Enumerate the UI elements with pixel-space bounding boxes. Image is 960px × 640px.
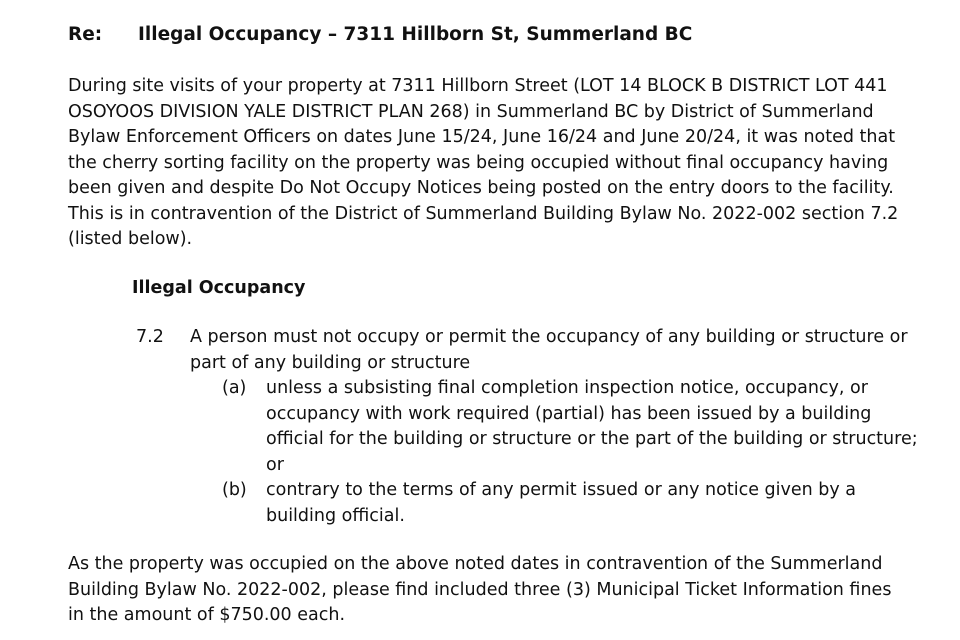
- paragraph-line: Bylaw Enforcement Officers on dates June 15/24, June 16/24 and June 20/24, it was noted that: [68, 127, 896, 147]
- section-heading: Illegal Occupancy: [132, 278, 306, 298]
- subclause-letter: (b): [222, 480, 247, 500]
- subclause-line: official for the building or structure or the part of the building or structure;: [266, 429, 918, 449]
- subject-line: [68, 22, 692, 48]
- subclause-text: [266, 376, 918, 478]
- re-label: Re:: [68, 24, 103, 45]
- subclause-line: contrary to the terms of any permit issued or any notice given by a: [266, 480, 857, 500]
- paragraph-line: (listed below).: [68, 229, 193, 249]
- subclause-line: or: [266, 454, 284, 475]
- notice-paragraph: [68, 74, 898, 253]
- paragraph-line: During site visits of your property at 7311 Hillborn Street (LOT 14 BLOCK B DISTRICT LOT 441: [68, 76, 888, 96]
- subclause-letter: (a): [222, 378, 247, 398]
- subclause-line: building official.: [266, 505, 405, 526]
- fines-paragraph: [68, 552, 891, 629]
- paragraph-line: OSOYOOS DIVISION YALE DISTRICT PLAN 268) in Summerland BC by District of Summerland: [68, 101, 874, 122]
- subject-text: Illegal Occupancy – 7311 Hillborn St, Summerland BC: [138, 24, 693, 45]
- subclause-text: [266, 478, 856, 529]
- clause-line: A person must not occupy or permit the occupancy of any building or structure or: [190, 327, 908, 347]
- paragraph-line: This is in contravention of the District of Summerland Building Bylaw No. 2022-002 section 7.2: [68, 203, 899, 224]
- clause-number: 7.2: [136, 327, 164, 347]
- clause-text: [190, 325, 908, 376]
- subclause-line: unless a subsisting final completion inspection notice, occupancy, or: [266, 378, 868, 398]
- paragraph-line: the cherry sorting facility on the property was being occupied without final occupancy having: [68, 152, 889, 173]
- clause-line: part of any building or structure: [190, 352, 471, 373]
- paragraph-line: been given and despite Do Not Occupy Notices being posted on the entry doors to the facility.: [68, 178, 894, 198]
- paragraph-line: As the property was occupied on the above noted dates in contravention of the Summerland: [68, 554, 883, 574]
- paragraph-line: in the amount of $750.00 each.: [68, 605, 346, 625]
- paragraph-line: Building Bylaw No. 2022-002, please find included three (3) Municipal Ticket Information fines: [68, 579, 892, 600]
- subclause-line: occupancy with work required (partial) has been issued by a building: [266, 403, 872, 424]
